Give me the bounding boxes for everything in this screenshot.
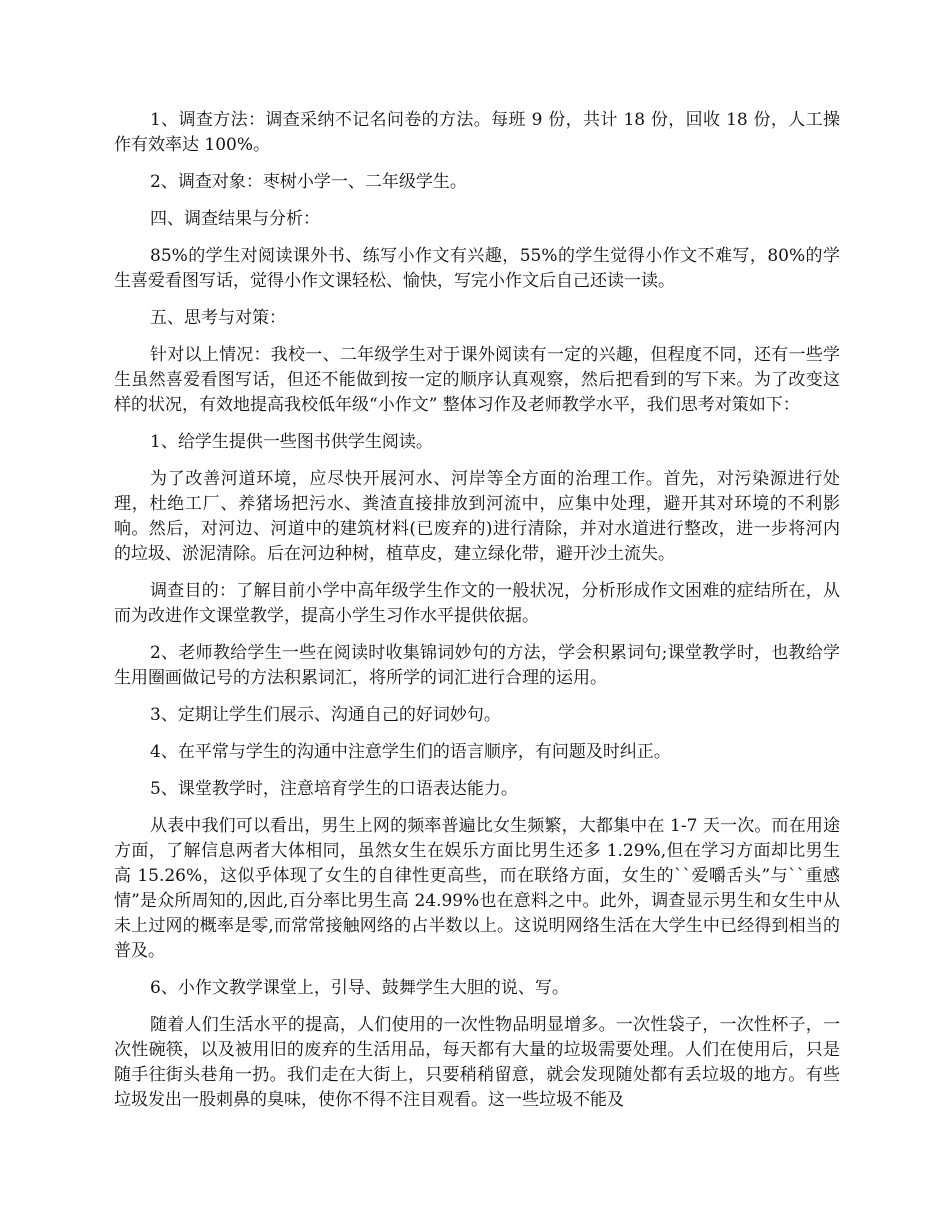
paragraph-strategy-1: 1、给学生提供一些图书供学生阅读。 bbox=[150, 432, 433, 452]
paragraph-situation: 针对以上情况：我校一、二年级学生对于课外阅读有一定的兴趣，但程度不同，还有一些学生虽然喜爱看图写话，但还不能做到按一定的顺序认真观察，然后把看到的写下来。为了改变这样的状况，有效地提高我校低年级“小作文” 整体习作及老师教学水平，我们思考对策如下： bbox=[114, 345, 840, 415]
paragraph-river-environment: 为了改善河道环境，应尽快开展河水、河岸等全方面的治理工作。首先，对污染源进行处理，杜绝工厂、养猪场把污水、粪渣直接排放到河流中，应集中处理，避开其对环境的不利影响。然后，对河边、河道中的建筑材料(已废弃的)进行清除，并对水道进行整改，进一步将河内的垃圾、淤泥清除。后在河边种树，植草皮，建立绿化带，避开沙土流失。 bbox=[114, 469, 840, 564]
document-body bbox=[114, 108, 840, 1125]
paragraph-strategy-4: 4、在平常与学生的沟通中注意学生们的语言顺序，有问题及时纠正。 bbox=[150, 742, 671, 762]
paragraph-results: 85%的学生对阅读课外书、练写小作文有兴趣，55%的学生觉得小作文不难写，80%的学生喜爱看图写话，觉得小作文课轻松、愉快，写完小作文后自己还读一读。 bbox=[114, 246, 840, 291]
paragraph-survey-method: 1、调查方法：调查采纳不记名问卷的方法。每班 9 份，共计 18 份，回收 18 份，人工操作有效率达 100%。 bbox=[114, 110, 840, 155]
paragraph-strategy-3: 3、定期让学生们展示、沟通自己的好词妙句。 bbox=[150, 705, 501, 725]
paragraph-survey-subject: 2、调查对象：枣树小学一、二年级学生。 bbox=[150, 172, 467, 192]
paragraph-disposable-items: 随着人们生活水平的提高，人们使用的一次性物品明显增多。一次性袋子，一次性杯子，一次性碗筷，以及被用旧的废弃的生活用品，每天都有大量的垃圾需要处理。人们在使用后，只是随手往街头巷角一扔。我们走在大街上，只要稍稍留意，就会发现随处都有丢垃圾的地方。有些垃圾发出一股刺鼻的臭味，使你不得不注目观看。这一些垃圾不能及 bbox=[114, 1015, 840, 1110]
paragraph-survey-purpose: 调查目的：了解目前小学中高年级学生作文的一般状况，分析形成作文困难的症结所在，从而为改进作文课堂教学，提高小学生习作水平提供依据。 bbox=[114, 581, 840, 626]
paragraph-strategy-2: 2、老师教给学生一些在阅读时收集锦词妙句的方法，学会积累词句;课堂教学时，也教给学生用圈画做记号的方法积累词汇，将所学的词汇进行合理的运用。 bbox=[114, 643, 840, 688]
heading-thinking-strategies: 五、思考与对策： bbox=[150, 308, 286, 328]
paragraph-strategy-5: 5、课堂教学时，注意培育学生的口语表达能力。 bbox=[150, 779, 518, 799]
paragraph-strategy-6: 6、小作文教学课堂上，引导、鼓舞学生大胆的说、写。 bbox=[150, 978, 569, 998]
heading-results-analysis: 四、调查结果与分析： bbox=[150, 209, 320, 229]
paragraph-internet-usage: 从表中我们可以看出，男生上网的频率普遍比女生频繁，大都集中在 1-7 天一次。而在用途方面，了解信息两者大体相同，虽然女生在娱乐方面比男生还多 1.29%,但在学习方面却比男生高 15.26%，这似乎体现了女生的自律性更高些，而在联络方面，女生的``爱嚼舌头”与``重感情”是众所周知的,因此,百分率比男生高 24.99%也在意料之中。此外，调查显示男生和女生中从未上过网的概率是零,而常常接触网络的占半数以上。这说明网络生活在大学生中已经得到相当的普及。 bbox=[114, 816, 840, 961]
